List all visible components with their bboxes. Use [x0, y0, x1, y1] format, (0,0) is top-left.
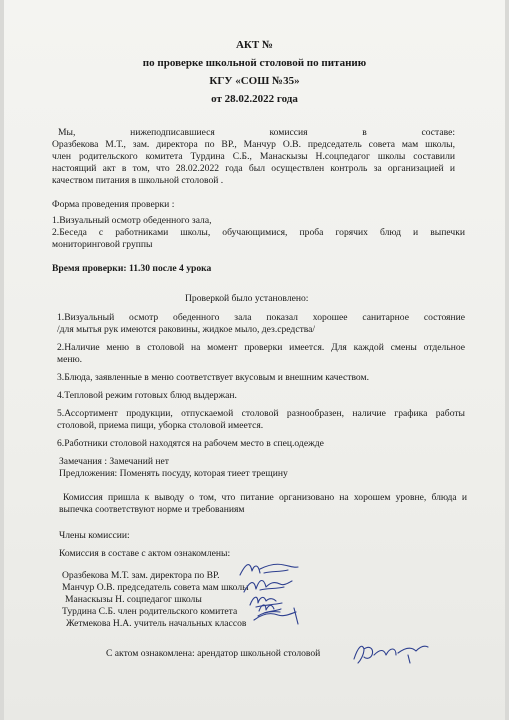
intro-word: составе: [421, 127, 455, 138]
member-name: Манаскызы Н. соцпедагог школы [65, 594, 202, 605]
intro-line-1 [58, 127, 455, 138]
finding-6: 6.Работники столовой находятся на рабочем место в спец.одежде [57, 438, 324, 449]
finding-1-cont: /для мытья рук имеются раковины, жидкое мыло, дез.средства/ [57, 324, 316, 335]
finding-4: 4.Тепловой режим готовых блюд выдержан. [57, 390, 237, 401]
act-date: от 28.02.2022 года [211, 93, 298, 105]
intro-line-2: Оразбекова М.Т., зам. директора по ВР., Манчур О.В. председатель совета мам школы, [52, 139, 455, 150]
act-title: АКТ № [235, 39, 274, 51]
finding-3: 3.Блюда, заявленные в меню соответствует вкусовым и внешним качеством. [57, 372, 369, 383]
member-name: Манчур О.В. председатель совета мам школы [62, 582, 249, 593]
intro-line-4: настоящий акт в том, что 28.02.2022 года был осуществлен контроль за организацией и [52, 163, 455, 174]
remarks: Замечания : Замечаний нет [59, 456, 170, 467]
inspection-time: Время проверки: 11.30 после 4 урока [52, 263, 212, 274]
findings-heading: Проверкой было установлено: [185, 293, 309, 304]
finding-1: 1.Визуальный осмотр обеденного зала показал хорошее санитарное состояние [57, 312, 465, 323]
members-heading: Члены комиссии: [59, 530, 130, 541]
intro-word: нижеподписавшиеся [130, 127, 215, 138]
conclusion: Комиссия пришла к выводу о том, что питание организовано на хорошем уровне, блюда и [63, 492, 467, 503]
signature-tenant [350, 637, 430, 667]
intro-word: комиссия [269, 127, 308, 138]
finding-2: 2.Наличие меню в столовой на момент проверки имеется. Для каждой смены отдельное [57, 342, 465, 353]
finding-2-cont: меню. [57, 354, 83, 365]
signature-zhetmekova [250, 604, 306, 626]
act-subtitle: по проверке школьной столовой по питанию [142, 57, 367, 69]
intro-line-5: качеством питания в школьной столовой . [52, 175, 224, 186]
form-heading: Форма проведения проверки : [52, 199, 175, 210]
proposals: Предложения: Поменять посуду, которая тиеет трещину [59, 468, 288, 479]
members-acquainted: Комиссия в составе с актом ознакомлены: [59, 548, 231, 559]
form-item-1: 1.Визуальный осмотр обеденного зала, [52, 215, 212, 226]
member-name: Турдина С.Б. член родительского комитета [62, 606, 238, 617]
intro-line-3: член родительского комитета Турдина С.Б., Манаскызы Н.соцпедагог школы составили [52, 151, 455, 162]
finding-5-cont: столовой, приема пищи, уборка столовой имеется. [57, 420, 264, 431]
school-name: КГУ «СОШ №35» [209, 75, 300, 87]
intro-word: Мы, [58, 127, 76, 138]
member-name: Оразбекова М.Т. зам. директора по ВР. [62, 570, 220, 581]
member-name: Жетмекова Н.А. учитель начальных классов [66, 618, 247, 629]
conclusion-cont: выпечка соответствуют норме и требованиям [59, 504, 245, 515]
form-item-2-cont: мониторинговой группы [52, 239, 153, 250]
finding-5: 5.Ассортимент продукции, отпускаемой столовой разнообразен, наличие графика работы [57, 408, 465, 419]
tenant-acknowledgment: С актом ознакомлена: арендатор школьной столовой [106, 648, 321, 659]
form-item-2: 2.Беседа с работниками школы, обучающимися, проба горячих блюд и выпечки [52, 227, 465, 238]
intro-word: в [362, 127, 367, 138]
